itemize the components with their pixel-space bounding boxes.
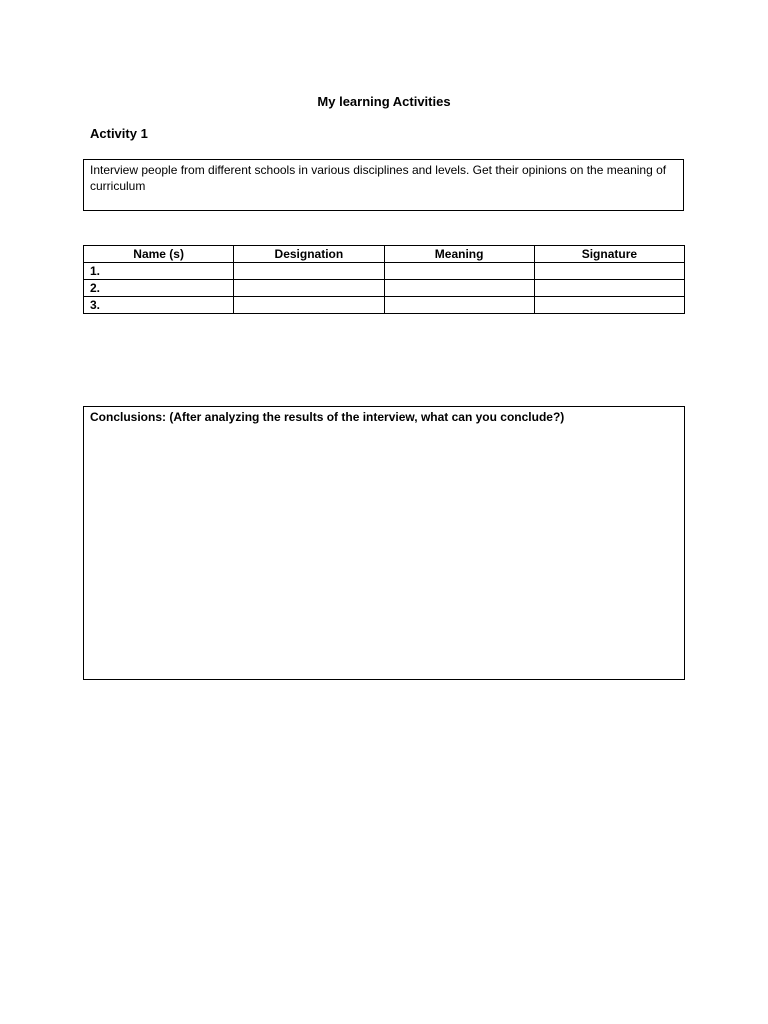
conclusions-box[interactable] <box>83 406 685 680</box>
interview-table <box>83 245 685 314</box>
table-row <box>84 263 685 280</box>
signature-cell[interactable] <box>534 297 684 314</box>
instruction-box <box>83 159 684 211</box>
row-number-cell[interactable]: 3. <box>84 297 234 314</box>
table-row <box>84 297 685 314</box>
designation-cell[interactable] <box>234 263 384 280</box>
designation-cell[interactable] <box>234 280 384 297</box>
row-number-cell[interactable]: 2. <box>84 280 234 297</box>
row-number-cell[interactable]: 1. <box>84 263 234 280</box>
instruction-text: Interview people from different schools in various disciplines and levels. Get their opinions on the meaning of curriculum <box>90 163 667 193</box>
header-designation: Designation <box>234 246 384 263</box>
meaning-cell[interactable] <box>384 280 534 297</box>
activity-heading: Activity 1 <box>90 126 148 141</box>
conclusions-prompt: Conclusions: (After analyzing the results of the interview, what can you conclude?) <box>90 410 565 424</box>
meaning-cell[interactable] <box>384 263 534 280</box>
table-row <box>84 280 685 297</box>
meaning-cell[interactable] <box>384 297 534 314</box>
header-name: Name (s) <box>84 246 234 263</box>
designation-cell[interactable] <box>234 297 384 314</box>
header-signature: Signature <box>534 246 684 263</box>
signature-cell[interactable] <box>534 280 684 297</box>
table-header-row <box>84 246 685 263</box>
header-meaning: Meaning <box>384 246 534 263</box>
signature-cell[interactable] <box>534 263 684 280</box>
page-title: My learning Activities <box>317 94 451 109</box>
